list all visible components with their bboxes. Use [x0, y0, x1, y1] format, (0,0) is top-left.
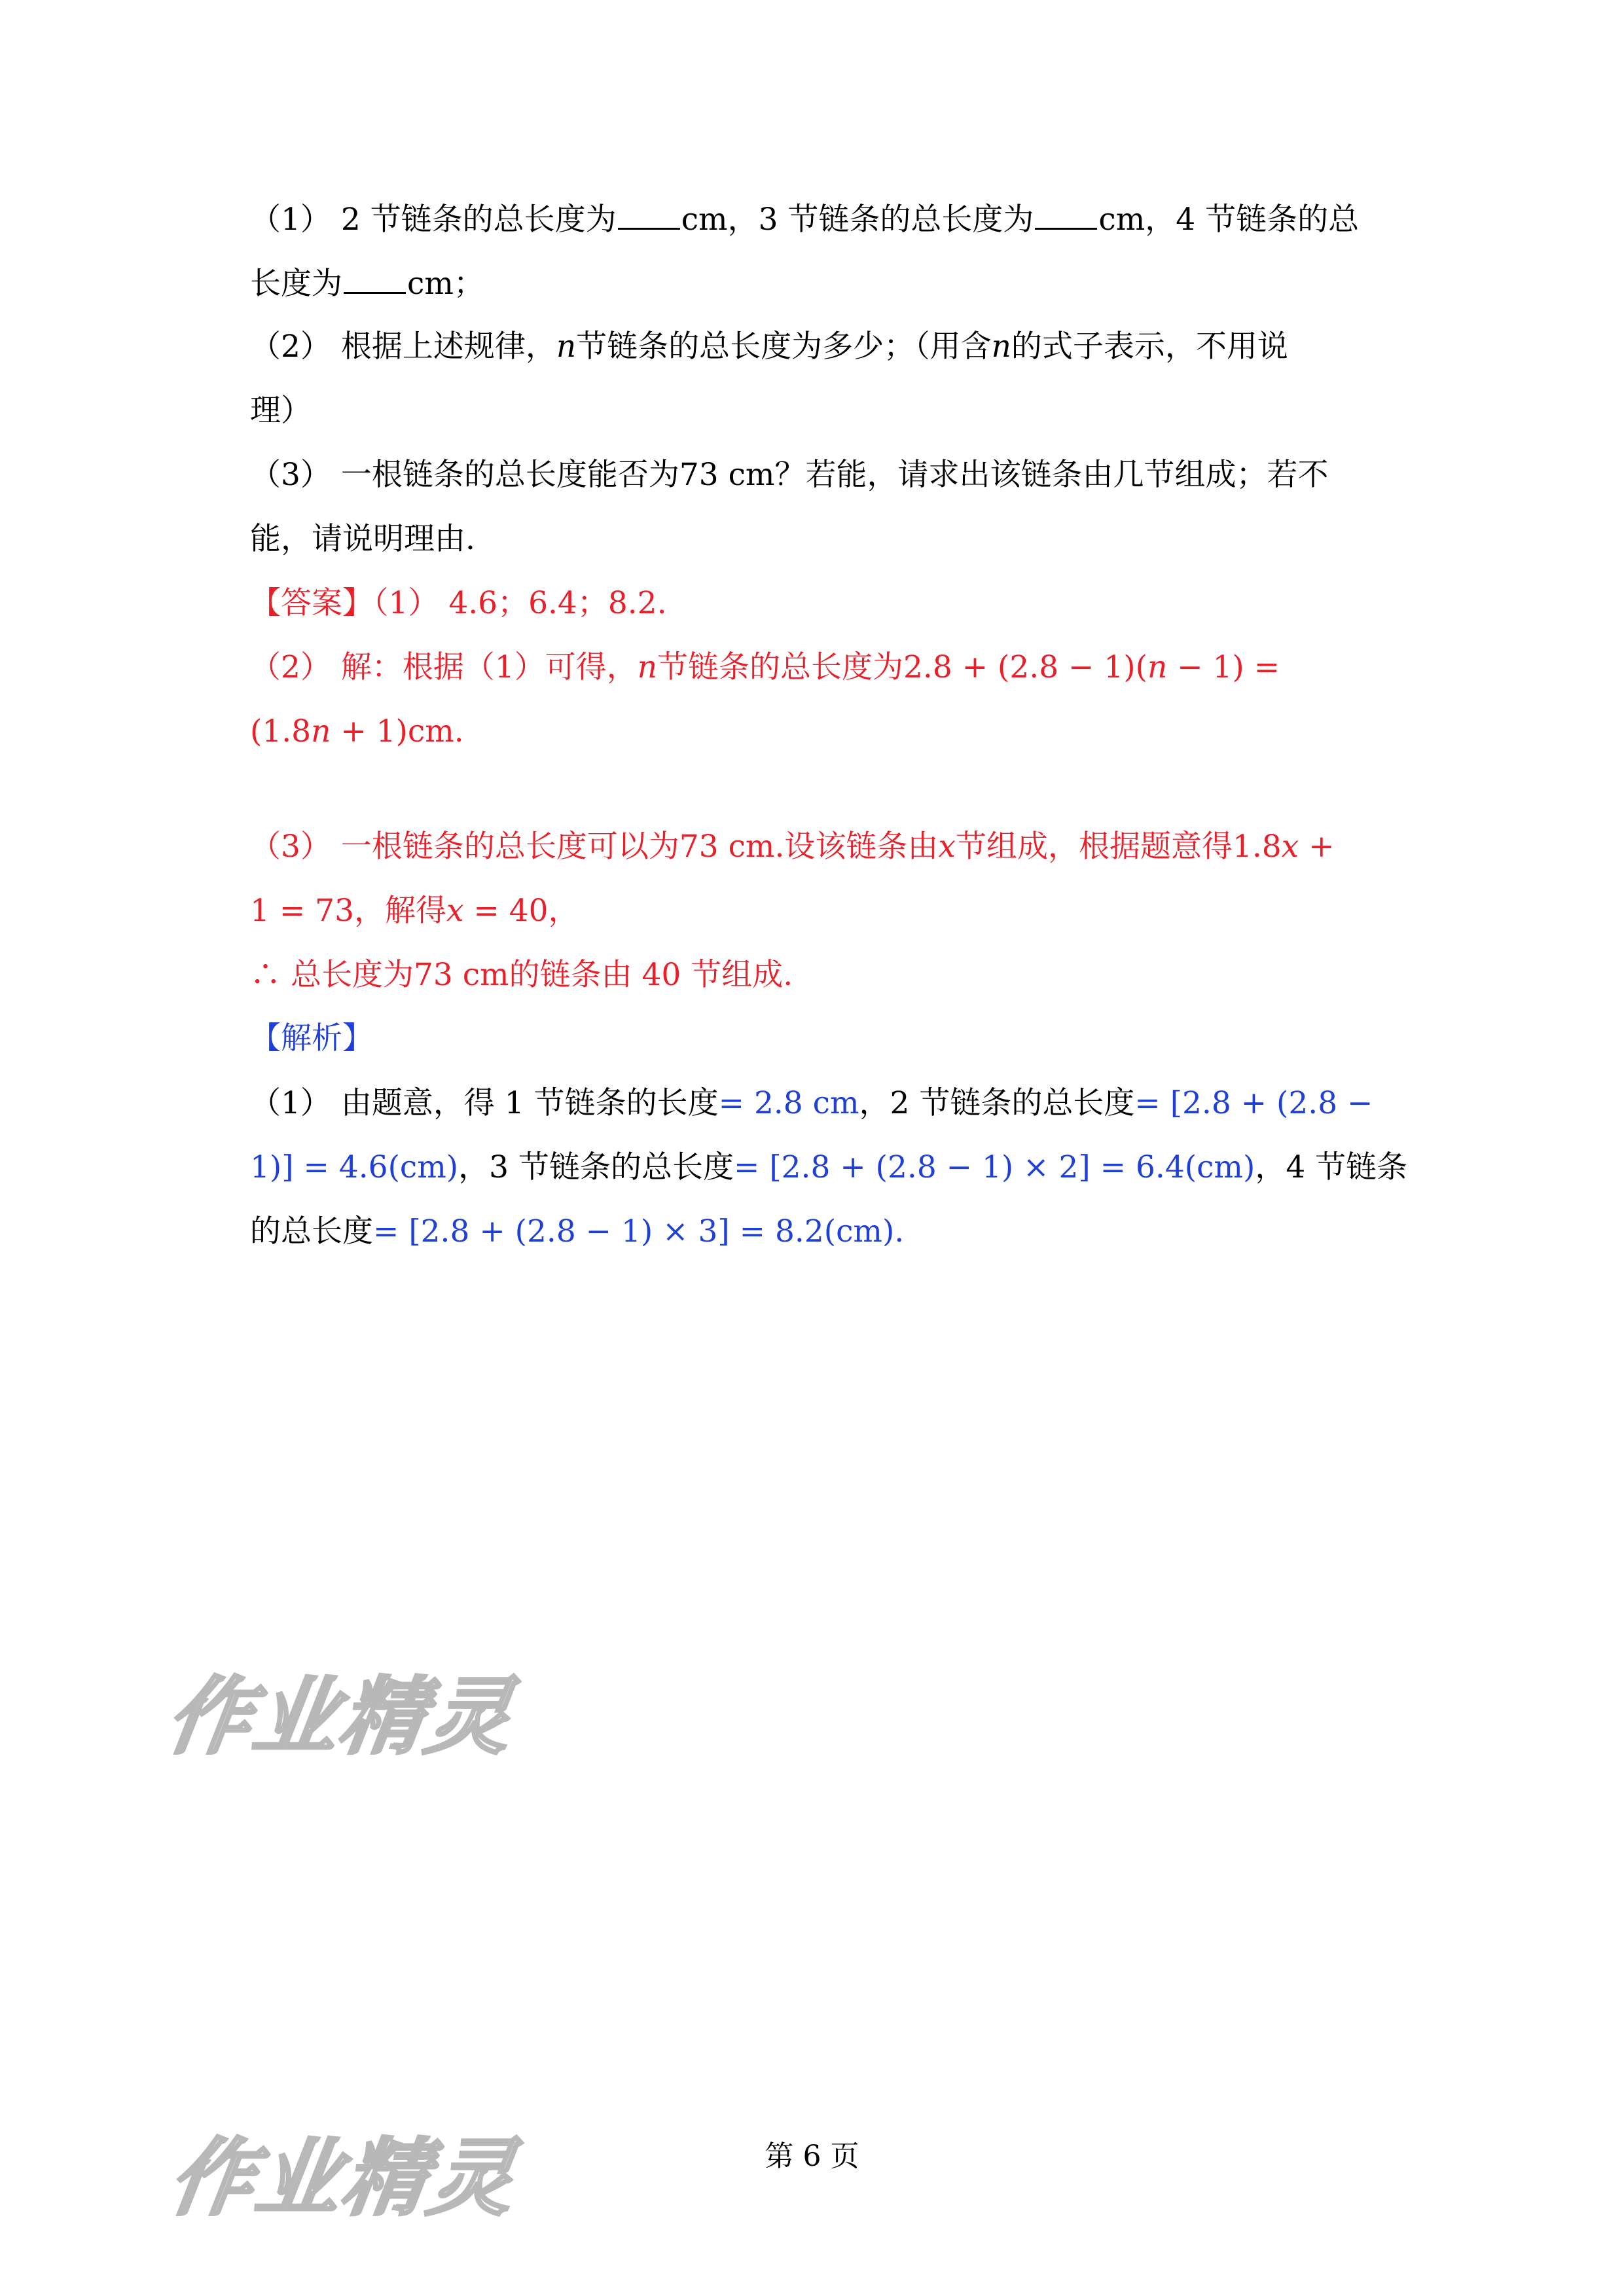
- analysis-text: ，4 节链条: [1255, 1149, 1408, 1185]
- answer-2-result: (1.8: [250, 713, 312, 749]
- question-2-line-2: [250, 393, 312, 429]
- answer-3-line-3: [250, 957, 793, 993]
- analysis-expression: = [2.8 + (2.8 − 1) × 2] = 6.4(cm): [734, 1149, 1255, 1185]
- question-3-text: 能，请说明理由.: [250, 521, 475, 557]
- answer-3-expression: +: [1299, 829, 1335, 865]
- answer-line-1: [250, 585, 667, 621]
- variable-x: x: [938, 829, 956, 865]
- answer-2-result: + 1)cm.: [331, 713, 464, 749]
- watermark-logo: 作业精灵: [163, 2130, 523, 2227]
- question-2-text: （2） 根据上述规律，: [250, 329, 556, 365]
- answer-3-text: ∴ 总长度为: [250, 957, 414, 993]
- answer-3-number: 73 cm: [413, 957, 509, 993]
- answer-blank: [1035, 206, 1097, 230]
- analysis-text: （1） 由题意，得 1 节链条的长度: [250, 1085, 719, 1121]
- answer-blank: [344, 270, 406, 294]
- variable-x: x: [1281, 829, 1299, 865]
- analysis-expression: = 2.8 cm: [718, 1085, 859, 1121]
- answer-3-text: ，解得: [353, 893, 446, 929]
- question-2-text: 的式子表示，不用说: [1011, 329, 1288, 365]
- answer-3-line-1: [250, 829, 1335, 865]
- answer-3-expression: = 40: [463, 893, 549, 929]
- question-3-number: 73: [679, 457, 719, 493]
- analysis-text: ，2 节链条的总长度: [859, 1085, 1135, 1121]
- question-3-line-2: [250, 521, 475, 557]
- answer-label: 【答案】: [250, 585, 373, 621]
- answer-2-expression: 2.8 + (2.8 − 1)(: [903, 649, 1147, 685]
- analysis-expression: 1)] = 4.6(cm): [250, 1149, 459, 1185]
- answer-2-expression: − 1) =: [1167, 649, 1280, 685]
- question-3-text: cm？若能，请求出该链条由几节组成；若不: [718, 457, 1329, 493]
- question-2-line-1: [250, 329, 1288, 365]
- analysis-expression: = [2.8 + (2.8 − 1) × 3] = 8.2(cm).: [373, 1213, 905, 1249]
- analysis-text: ，3 节链条的总长度: [458, 1149, 734, 1185]
- analysis-label: 【解析】: [250, 1020, 373, 1056]
- answer-2-text: 节链条的总长度为: [657, 649, 904, 685]
- answer-3-text: （3） 一根链条的总长度可以为: [250, 829, 679, 865]
- question-3-line-1: [250, 457, 1329, 493]
- question-1-line-1: [250, 202, 1360, 238]
- answer-2-line-2: [250, 713, 464, 749]
- answer-3-text: 节组成，根据题意得: [955, 829, 1233, 865]
- answer-3-expression: 1.8: [1232, 829, 1282, 865]
- answer-3-text: .设该链条由: [774, 829, 939, 865]
- question-1-unit: cm，3 节链条的总长度为: [681, 202, 1034, 238]
- analysis-text: 的总长度: [250, 1213, 373, 1249]
- variable-n: n: [311, 713, 331, 749]
- variable-x: x: [446, 893, 464, 929]
- analysis-line-3: [250, 1213, 905, 1249]
- answer-3-expression: 1 = 73: [250, 893, 354, 929]
- answer-3-text: ，: [548, 893, 579, 929]
- answer-blank: [618, 206, 680, 230]
- variable-n: n: [556, 329, 577, 365]
- page-number: 第 6 页: [765, 2140, 859, 2173]
- question-1-text: 长度为: [250, 266, 342, 302]
- variable-n: n: [637, 649, 658, 685]
- question-2-text: 理）: [250, 393, 312, 429]
- watermark-logo: 作业精灵: [160, 1668, 520, 1766]
- question-2-text: 节链条的总长度为多少；（用含: [576, 329, 992, 365]
- variable-n: n: [1147, 649, 1168, 685]
- answer-3-number: 73 cm: [679, 829, 775, 865]
- question-1-unit: cm；: [407, 266, 484, 302]
- question-1-line-2: [250, 266, 484, 302]
- question-1-text: （1） 2 节链条的总长度为: [250, 202, 617, 238]
- variable-n: n: [991, 329, 1011, 365]
- answer-2-text: （2） 解：根据（1）可得，: [250, 649, 638, 685]
- answer-3-text: 的链条由 40 节组成.: [509, 957, 793, 993]
- analysis-expression: = [2.8 + (2.8 −: [1134, 1085, 1373, 1121]
- question-3-text: （3） 一根链条的总长度能否为: [250, 457, 679, 493]
- analysis-line-2: [250, 1149, 1408, 1185]
- answer-1-text: （1） 4.6；6.4；8.2.: [373, 585, 667, 621]
- answer-2-line-1: [250, 649, 1280, 685]
- analysis-line-1: [250, 1085, 1373, 1121]
- question-1-unit: cm，4 节链条的总: [1098, 202, 1360, 238]
- answer-3-line-2: [250, 893, 579, 929]
